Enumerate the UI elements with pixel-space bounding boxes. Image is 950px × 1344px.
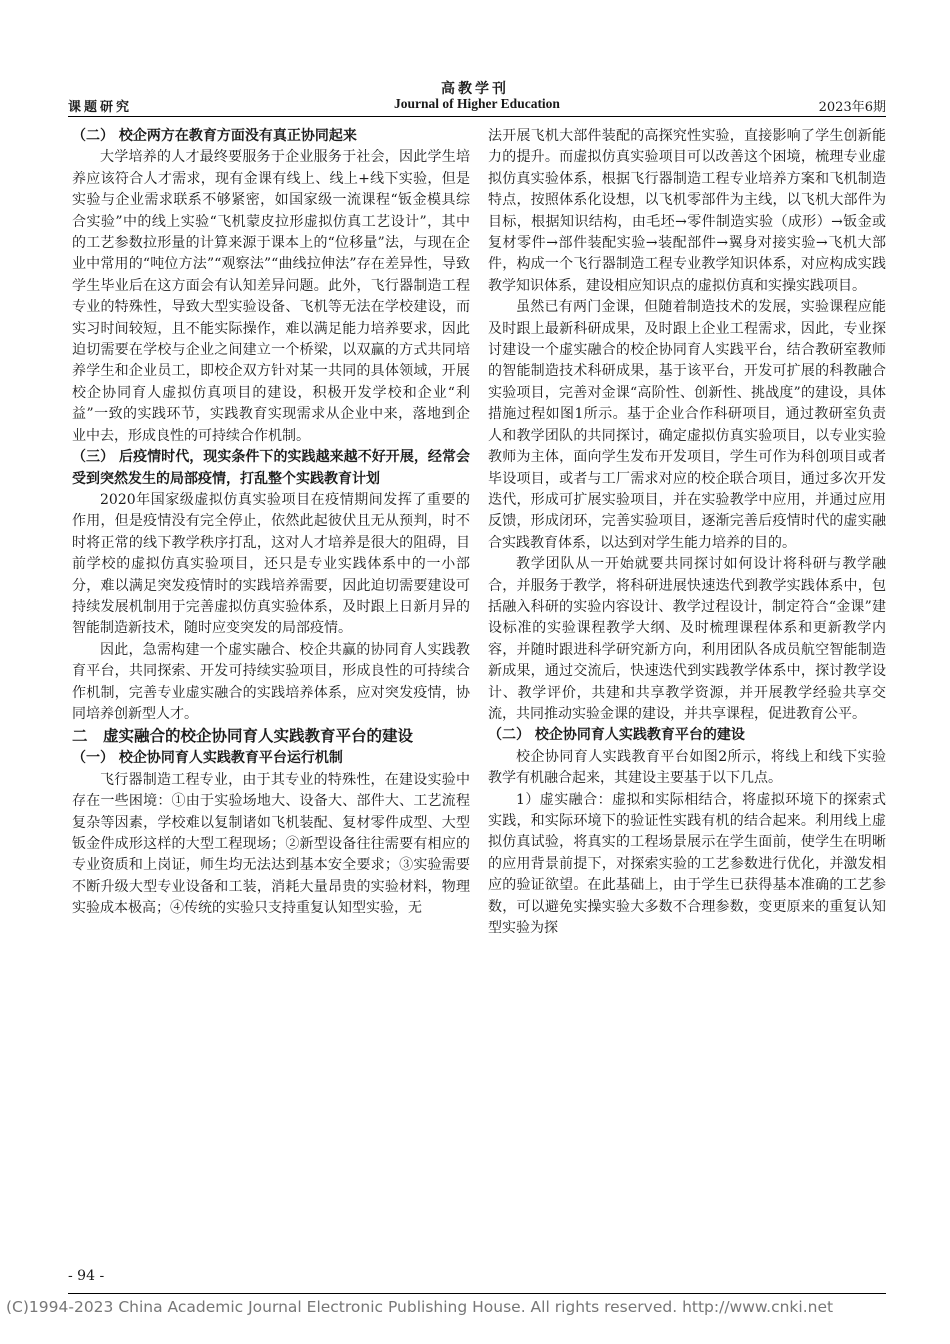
journal-title-cn: 高教学刊 (441, 81, 509, 97)
paragraph: 校企协同育人实践教育平台如图2所示，将线上和线下实验教学有机融合起来，其建设主要基于以下几点。 (488, 748, 886, 787)
footer-rule (68, 1293, 886, 1294)
paragraph: 因此，急需构建一个虚实融合、校企共赢的协同育人实践教育平台，共同探索、开发可持续实验项目，形成良性的可持续合作机制，完善专业虚实融合的实践培养体系，应对突发疫情，协同培养创新型人才。 (72, 641, 470, 722)
header-rule (68, 116, 886, 117)
paragraph: 教学团队从一开始就要共同探讨如何设计将科研与教学融合，并服务于教学，将科研进展快速迭代到教学实践体系中，包括融入科研的实验内容设计、教学过程设计，制定符合“金课”建设标准的实验课程教学大纲、及时梳理课程体系和更新教学内容，并随时跟进科学研究新方向，利用团队各成员航空智能制造新成果，通过交流后，快速迭代到实践教学体系中，探讨教学设计、教学评价，共建和共享教学资源，并开展教学经验共享交流，共同推动实验金课的建设，并共享课程，促进教育公平。 (488, 556, 886, 722)
issue-label: 2023年6期 (818, 100, 886, 115)
section-heading: （二） 校企两方在教育方面没有真正协同起来 (72, 128, 357, 144)
left-column (72, 126, 470, 920)
paragraph: 大学培养的人才最终要服务于企业服务于社会，因此学生培养应该符合人才需求，现有金课有线上、线上+线下实验，但是实验与企业需求联系不够紧密，如国家级一流课程“钣金模具综合实验”中的线上实验“飞机蒙皮拉形虚拟仿真工艺设计”，其中的工艺参数拉形量的计算来源于课本上的“位移量”法，与现在企业中常用的“吨位方法”“观察法”“曲线拉伸法”存在差异性，导致学生毕业后在这方面会有认知差异问题。此外，飞行器制造工程专业的特殊性，导致大型实验设备、飞机等无法在学校建设，而实习时间较短，且不能实际操作，难以满足能力培养要求，因此迫切需要在学校与企业之间建立一个桥梁，以双赢的方式共同培养学生和企业员工，即校企双方针对某一共同的具体领域，开展校企协同育人虚拟仿真项目的建设，积极开发学校和企业“利益”一致的实践环节，实践教育实现需求从企业中来，落地到企业中去，形成良性的可持续合作机制。 (72, 149, 470, 444)
paragraph: 虽然已有两门金课，但随着制造技术的发展，实验课程应能及时跟上最新科研成果，及时跟上企业工程需求，因此，专业探讨建设一个虚实融合的校企协同育人实践平台，结合教研室教师的智能制造技术科研成果，基于该平台，开发可扩展的科教融合实验项目，完善对金课“高阶性、创新性、挑战度”的建设，具体措施过程如图1所示。基于企业合作科研项目，通过教研室负责人和教学团队的共同探讨，确定虚拟仿真实验项目，以专业实验教师为主体，面向学生发布开发项目，学生可作为科创项目或者毕设项目，或者与工厂需求对应的校企联合项目，通过多次开发迭代，形成可扩展实验项目，并在实验教学中应用，并通过应用反馈，形成闭环，完善实验项目，逐渐完善后疫情时代的虚实融合实践教育体系，以达到对学生能力培养的目的。 (488, 299, 886, 551)
page-number: - 94 - (68, 1268, 105, 1284)
section-heading: （一） 校企协同育人实践教育平台运行机制 (72, 750, 343, 767)
section-heading: （二） 校企协同育人实践教育平台的建设 (488, 727, 745, 744)
journal-title-en: Journal of Higher Education (394, 96, 560, 111)
copyright-notice: (C)1994-2023 China Academic Journal Electronic Publishing House. All rights reserved. http://www.cnki.net (6, 1298, 834, 1316)
right-column (488, 126, 886, 939)
paragraph: 1）虚实融合：虚拟和实际相结合，将虚拟环境下的探索式实践，和实际环境下的验证性实践有机的结合起来。利用线上虚拟仿真试验，将真实的工程场景展示在学生面前，使学生在明晰的应用背景前提下，对探索实验的工艺参数进行优化，并激发相应的验证欲望。在此基础上，由于学生已获得基本准确的工艺参数，可以避免实操实验大多数不合理参数，变更原来的重复认知型实验为探 (488, 791, 886, 937)
section-label: 课题研究 (68, 100, 133, 115)
section-heading: （三） 后疫情时代，现实条件下的实践越来越不好开展，经常会受到突然发生的局部疫情，打乱整个实践教育计划 (72, 449, 470, 487)
paragraph: 飞行器制造工程专业，由于其专业的特殊性，在建设实验中存在一些困境：①由于实验场地大、设备大、部件大、工艺流程复杂等因素，学校难以复制诸如飞机装配、复材零件成型、大型钣金件成形这样的大型工程现场；②新型设备往往需要有相应的专业资质和上岗证，师生均无法达到基本安全要求；③实验需要不断升级大型专业设备和工装，消耗大量昂贵的实验材料，物理实验成本极高；④传统的实验只支持重复认知型实验，无 (72, 771, 470, 917)
chapter-heading: 二 虚实融合的校企协同育人实践教育平台的建设 (72, 727, 414, 746)
running-header (68, 96, 886, 116)
paragraph: 法开展飞机大部件装配的高探究性实验，直接影响了学生创新能力的提升。而虚拟仿真实验项目可以改善这个困境，梳理专业虚拟仿真实验体系，根据飞行器制造工程专业培养方案和飞机制造特点，按照体系化设想，以飞机零部件为主线，以飞机大部件为目标，根据知识结构，由毛坯→零件制造实验（成形）→钣金或复材零件→部件装配实验→装配部件→翼身对接实验→飞机大部件，构成一个飞行器制造工程专业教学知识体系，对应构成实践教学知识体系，建设相应知识点的虚拟仿真和实操实践项目。 (488, 128, 886, 294)
paragraph: 2020年国家级虚拟仿真实验项目在疫情期间发挥了重要的作用，但是疫情没有完全停止，依然此起彼伏且无从预判，时不时将正常的线下教学秩序打乱，这对人才培养是很大的阻碍，目前学校的虚拟仿真实验项目，还只是专业实践体系中的一小部分，难以满足突发疫情时的实践培养需要，因此迫切需要建设可持续发展机制用于完善虚拟仿真实验体系，及时跟上日新月异的智能制造新技术，随时应变突发的局部疫情。 (72, 491, 470, 637)
